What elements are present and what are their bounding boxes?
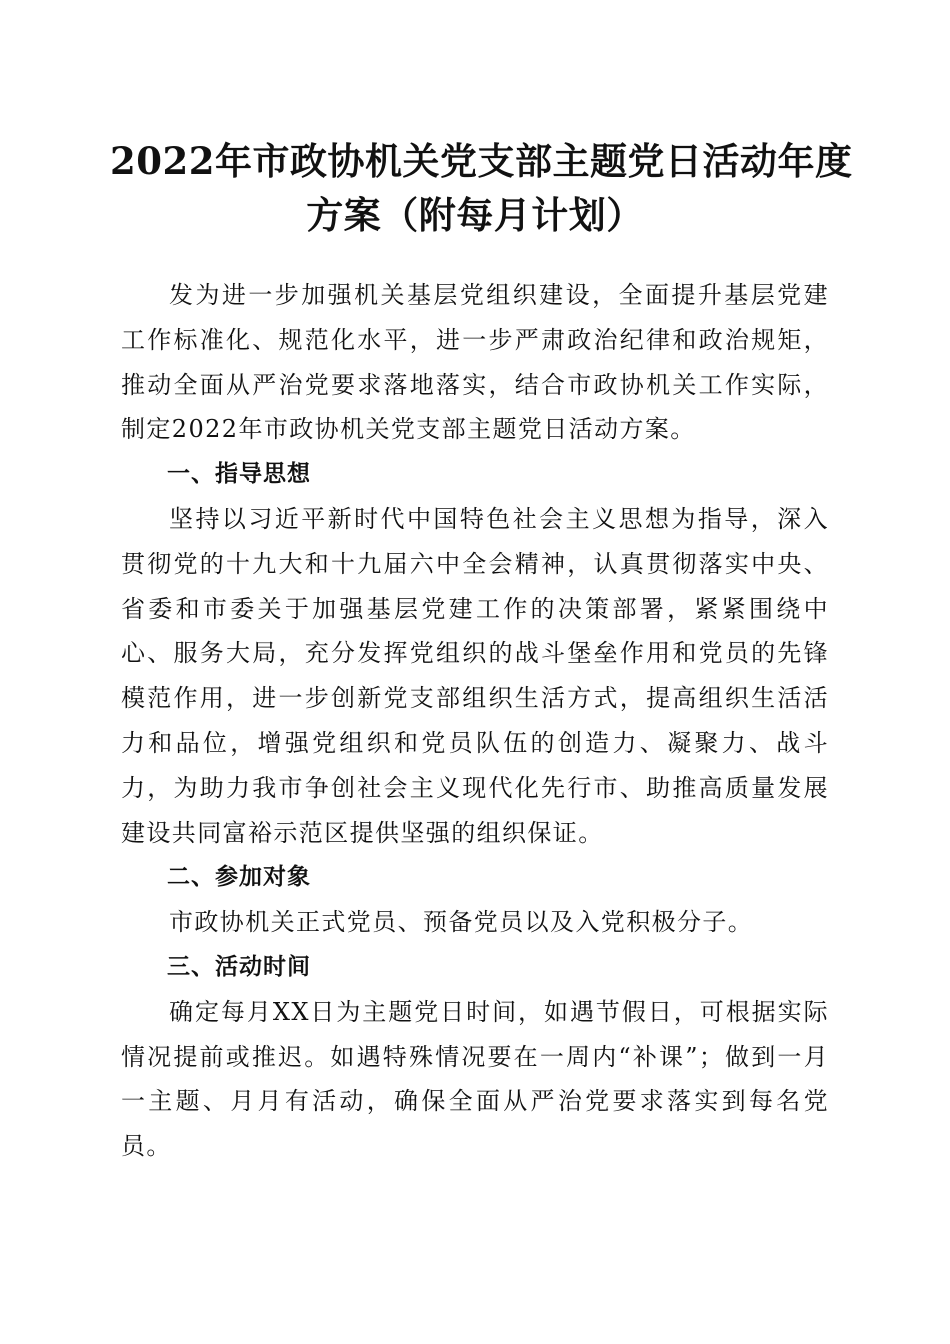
section-text-activity-time: 确定每月XX日为主题党日时间，如遇节假日，可根据实际情况提前或推迟。如遇特殊情况要在一周内“补课”；做到一月一主题、月月有活动，确保全面从严治党要求落实到每名党员。 [121, 997, 829, 1161]
document-title [110, 134, 853, 242]
title-line-1: 2022年市政协机关党支部主题党日活动年度 [110, 139, 853, 183]
section-heading-participants: 二、参加对象 [167, 864, 311, 891]
section-text-participants: 市政协机关正式党员、预备党员以及入党积极分子。 [169, 908, 754, 937]
document-body [121, 273, 829, 1169]
intro-paragraph: 发为进一步加强机关基层党组织建设，全面提升基层党建工作标准化、规范化水平，进一步严肃政治纪律和政治规矩，推动全面从严治党要求落地落实，结合市政协机关工作实际，制定2022年市政协机关党支部主题党日活动方案。 [121, 281, 829, 444]
section-heading-activity-time: 三、活动时间 [167, 953, 311, 980]
title-line-2: 方案（附每月计划） [306, 193, 644, 237]
section-text-guiding-thought: 坚持以习近平新时代中国特色社会主义思想为指导，深入贯彻党的十九大和十九届六中全会精神，认真贯彻落实中央、省委和市委关于加强基层党建工作的决策部署，紧紧围绕中心、服务大局，充分发挥党组织的战斗堡垒作用和党员的先锋模范作用，进一步创新党支部组织生活方式，提高组织生活活力和品位，增强党组织和党员队伍的创造力、凝聚力、战斗力，为助力我市争创社会主义现代化先行市、助推高质量发展建设共同富裕示范区提供坚强的组织保证。 [121, 504, 829, 847]
section-heading-guiding-thought: 一、指导思想 [167, 461, 311, 488]
